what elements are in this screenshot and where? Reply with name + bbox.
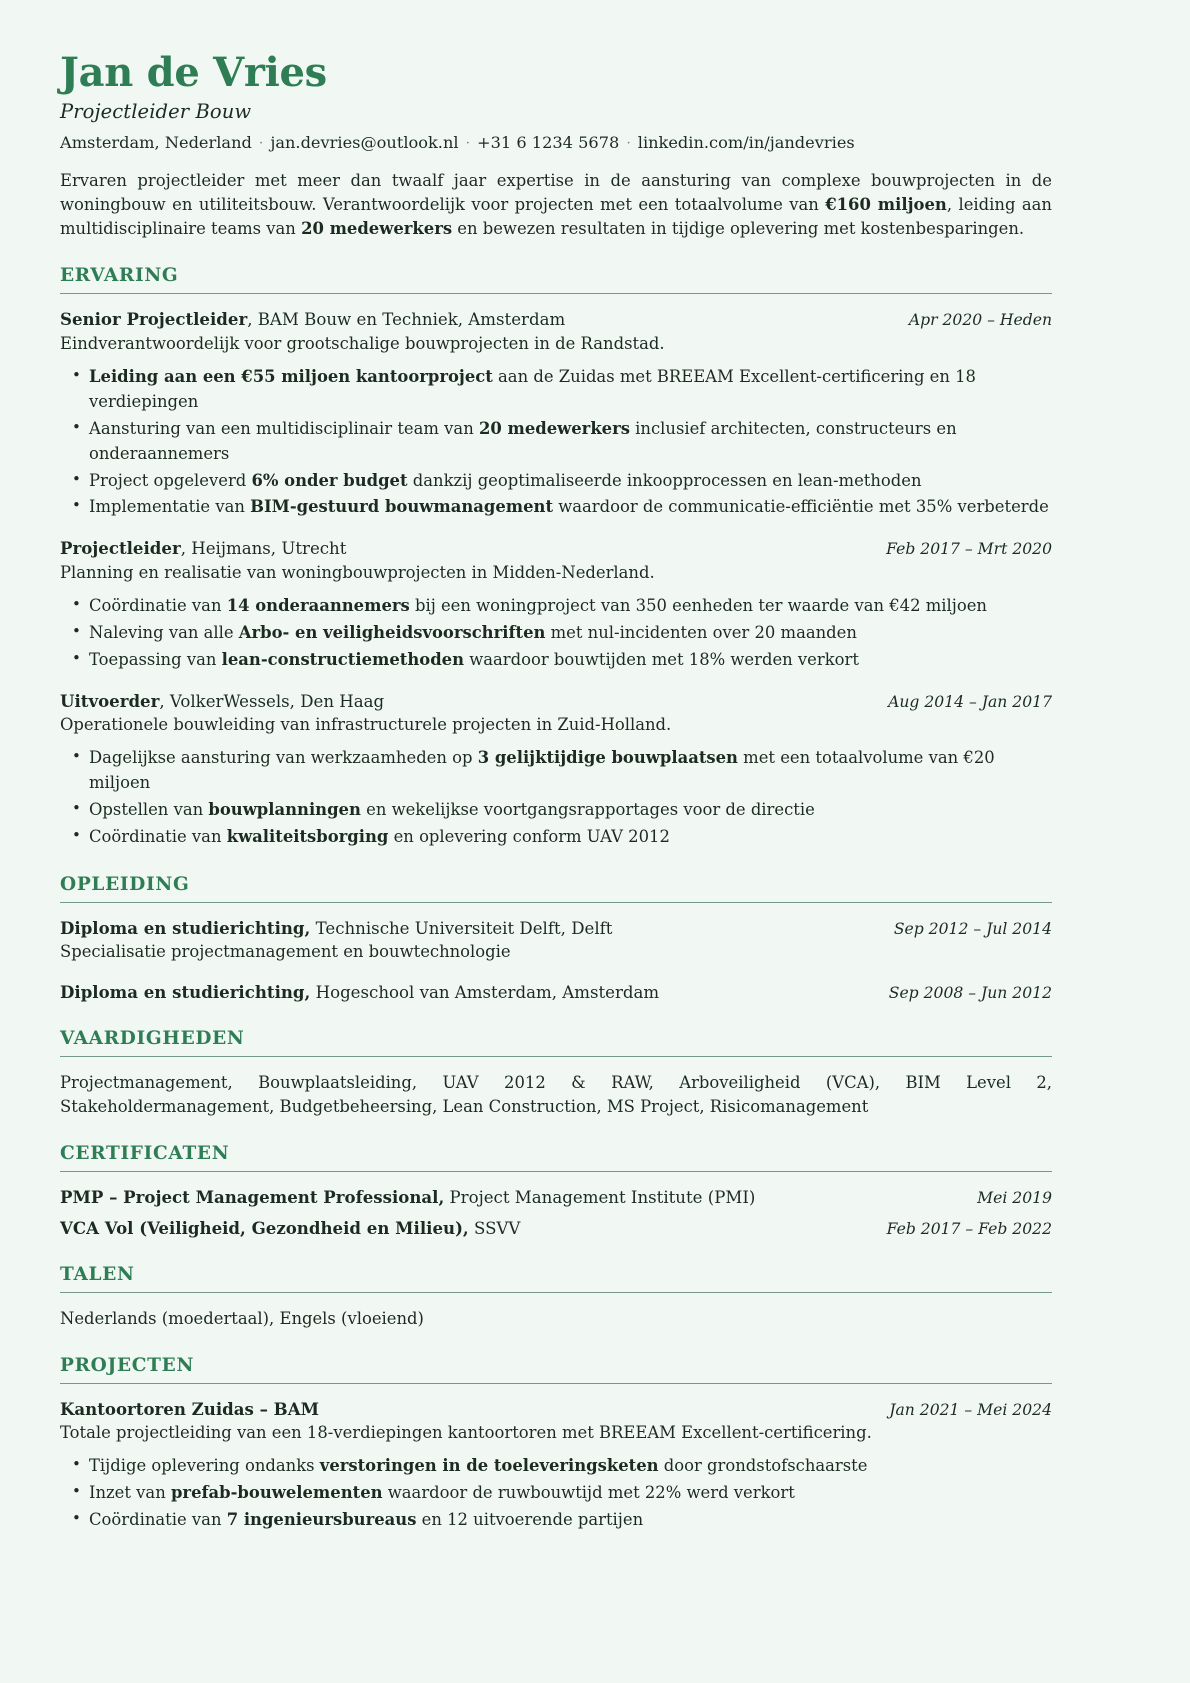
section-skills <box>60 1028 1052 1119</box>
body-text: Tijdige oplevering ondanks <box>89 1456 320 1476</box>
entry-subtitle: Totale projectleiding van een 18-verdiepingen kantoortoren met BREEAM Excellent-certificering. <box>60 1423 872 1443</box>
bullet-item <box>60 417 1052 467</box>
entry-header <box>60 1217 1052 1240</box>
body-text: Naleving van alle <box>89 622 239 642</box>
experience-entry <box>60 690 1052 850</box>
body-text: Coördinatie van <box>89 1510 227 1530</box>
entry-subtitle: Specialisatie projectmanagement en bouwtechnologie <box>60 942 511 962</box>
certificate-entry <box>60 1217 1052 1240</box>
bullet-item <box>60 825 1052 850</box>
certificate-title-line <box>60 1217 869 1240</box>
certificate-name: VCA Vol (Veiligheid, Gezondheid en Milieu), <box>60 1217 469 1238</box>
section-divider <box>60 1292 1052 1293</box>
emphasis-text: bouwplanningen <box>208 799 361 819</box>
body-text: Coördinatie van <box>89 826 227 846</box>
emphasis-text: Leiding aan een €55 miljoen kantoorproject <box>89 366 493 386</box>
bullet-item <box>60 594 1052 619</box>
professional-summary <box>60 169 1052 241</box>
education-institution: Technische Universiteit Delft, Delft <box>310 918 613 938</box>
body-text: Coördinatie van <box>89 595 227 615</box>
job-title-line <box>60 537 868 560</box>
languages-list: Nederlands (moedertaal), Engels (vloeiend) <box>60 1309 424 1329</box>
bullet-list <box>60 365 1052 521</box>
certificate-name: PMP – Project Management Professional, <box>60 1187 445 1208</box>
skills-list: Projectmanagement, Bouwplaatsleiding, UAV 2012 & RAW, Arboveiligheid (VCA), BIM Level 2, Stakeholdermanagement, Budgetbeheersing, Lean Construction, MS Project, Risicomanagement <box>60 1073 1052 1117</box>
section-title-languages: TALEN <box>60 1264 135 1286</box>
body-text: met nul-incidenten over 20 maanden <box>545 622 857 642</box>
section-languages <box>60 1264 1052 1331</box>
job-company: , Heijmans, Utrecht <box>180 539 347 559</box>
body-text: aan de Zuidas met BREEAM Excellent-certificering en 18 verdiepingen <box>89 366 976 411</box>
body-text: Toepassing van <box>89 649 222 669</box>
emphasis-text: 20 medewerkers <box>478 418 630 438</box>
section-divider <box>60 293 1052 294</box>
body-text: bij een woningproject van 350 eenheden ter waarde van €42 miljoen <box>409 595 987 615</box>
experience-entries <box>60 308 1052 849</box>
entry-date: Feb 2017 – Feb 2022 <box>886 1219 1052 1238</box>
job-role: Uitvoerder <box>60 690 160 711</box>
education-entry <box>60 981 1052 1004</box>
section-certificates <box>60 1143 1052 1240</box>
certificate-entry <box>60 1186 1052 1209</box>
certificate-issuer: SSVV <box>468 1218 521 1238</box>
entry-header <box>60 537 1052 560</box>
contact-separator: · <box>626 136 631 151</box>
emphasis-text: 20 medewerkers <box>301 219 453 239</box>
bullet-list <box>60 746 1052 850</box>
body-text: dankzij geoptimaliseerde inkoopprocessen en lean-methoden <box>407 470 922 490</box>
body-text: en wekelijkse voortgangsrapportages voor de directie <box>360 799 815 819</box>
section-title-education: OPLEIDING <box>60 873 190 895</box>
job-role: Senior Projectleider <box>60 309 248 330</box>
body-text: inclusief architecten, constructeurs en onderaannemers <box>89 418 957 463</box>
entry-header <box>60 917 1052 940</box>
emphasis-text: 14 onderaannemers <box>226 595 410 615</box>
bullet-item <box>60 495 1052 520</box>
section-divider <box>60 1383 1052 1384</box>
bullet-item <box>60 621 1052 646</box>
body-text: Aansturing van een multidisciplinair team van <box>89 418 479 438</box>
body-text: Opstellen van <box>89 799 209 819</box>
body-text: Implementatie van <box>89 497 251 517</box>
body-text: waardoor de communicatie-efficiëntie met 35% verbeterde <box>553 497 1049 517</box>
education-degree: Diploma en studierichting, <box>60 917 311 938</box>
contact-separator: · <box>259 136 264 151</box>
section-title-skills: VAARDIGHEDEN <box>60 1028 245 1050</box>
entry-date: Aug 2014 – Jan 2017 <box>888 692 1052 711</box>
contact-line <box>60 132 1052 153</box>
section-title-projects: PROJECTEN <box>60 1355 195 1377</box>
project-title-line <box>60 1398 871 1421</box>
section-education <box>60 874 1052 1005</box>
entry-header <box>60 1186 1052 1209</box>
education-title-line <box>60 917 876 940</box>
emphasis-text: 7 ingenieursbureaus <box>226 1510 417 1530</box>
section-experience <box>60 265 1052 849</box>
body-text: en oplevering conform UAV 2012 <box>388 826 670 846</box>
entry-subtitle: Operationele bouwleiding van infrastructurele projecten in Zuid-Holland. <box>60 714 672 734</box>
education-entry <box>60 917 1052 964</box>
body-text: met een totaalvolume van €20 miljoen <box>89 747 995 792</box>
entry-header <box>60 981 1052 1004</box>
entry-date: Mei 2019 <box>977 1189 1052 1208</box>
job-company: , BAM Bouw en Techniek, Amsterdam <box>247 310 566 330</box>
bullet-item <box>60 365 1052 415</box>
bullet-item <box>60 746 1052 796</box>
project-entries <box>60 1398 1052 1533</box>
job-company: , VolkerWessels, Den Haag <box>159 691 385 711</box>
bullet-list <box>60 1454 1052 1533</box>
entry-date: Apr 2020 – Heden <box>908 311 1052 330</box>
body-text: Inzet van <box>89 1483 171 1503</box>
bullet-item <box>60 1481 1052 1506</box>
certificate-title-line <box>60 1186 959 1209</box>
candidate-name: Jan de Vries <box>60 49 327 96</box>
body-text: en 12 uitvoerende partijen <box>416 1510 644 1530</box>
emphasis-text: BIM-gestuurd bouwmanagement <box>250 497 554 517</box>
education-title-line <box>60 981 871 1004</box>
education-degree: Diploma en studierichting, <box>60 982 311 1003</box>
body-text: Ervaren projectleider met meer dan twaalf jaar expertise in de aansturing van complexe bouwprojecten in de woningbouw en utiliteitsbouw. Verantwoordelijk voor projecten met een totaalvolume van <box>60 171 1052 215</box>
section-title-experience: ERVARING <box>60 265 179 287</box>
project-entry <box>60 1398 1052 1533</box>
section-divider <box>60 1171 1052 1172</box>
bullet-list <box>60 594 1052 673</box>
education-entries <box>60 917 1052 1005</box>
contact-location: Amsterdam, Nederland <box>60 133 252 152</box>
experience-entry <box>60 308 1052 520</box>
certificate-entries <box>60 1186 1052 1240</box>
emphasis-text: lean-constructiemethoden <box>221 649 465 669</box>
body-text: Dagelijkse aansturing van werkzaamheden op <box>89 747 478 767</box>
bullet-item <box>60 469 1052 494</box>
body-text: , leiding aan multidisciplinaire teams van <box>60 195 1052 239</box>
emphasis-text: €160 miljoen <box>825 195 947 215</box>
bullet-item <box>60 1508 1052 1533</box>
entry-header <box>60 308 1052 331</box>
project-name: Kantoortoren Zuidas – BAM <box>60 1399 319 1420</box>
body-text: waardoor de ruwbouwtijd met 22% werd verkort <box>382 1483 795 1503</box>
body-text: Project opgeleverd <box>89 470 252 490</box>
job-title-line <box>60 308 891 331</box>
contact-phone[interactable]: +31 6 1234 5678 <box>477 133 620 152</box>
emphasis-text: Arbo- en veiligheidsvoorschriften <box>238 622 546 642</box>
section-divider <box>60 1056 1052 1057</box>
section-divider <box>60 902 1052 903</box>
body-text: waardoor bouwtijden met 18% werden verkort <box>464 649 859 669</box>
contact-separator: · <box>465 136 470 151</box>
entry-header <box>60 1398 1052 1421</box>
body-text: door grondstofschaarste <box>658 1456 868 1476</box>
entry-subtitle: Eindverantwoordelijk voor grootschalige bouwprojecten in de Randstad. <box>60 333 665 353</box>
entry-date: Jan 2021 – Mei 2024 <box>889 1401 1052 1420</box>
emphasis-text: kwaliteitsborging <box>226 826 389 846</box>
body-text: en bewezen resultaten in tijdige oplevering met kostenbesparingen. <box>452 219 1025 239</box>
candidate-headline: Projectleider Bouw <box>60 100 252 123</box>
emphasis-text: prefab-bouwelementen <box>170 1483 383 1503</box>
emphasis-text: 6% onder budget <box>251 470 408 490</box>
emphasis-text: 3 gelijktijdige bouwplaatsen <box>477 747 738 767</box>
entry-date: Sep 2008 – Jun 2012 <box>888 984 1052 1003</box>
entry-date: Feb 2017 – Mrt 2020 <box>886 540 1052 559</box>
experience-entry <box>60 537 1052 672</box>
job-role: Projectleider <box>60 538 181 559</box>
entry-header <box>60 690 1052 713</box>
bullet-item <box>60 1454 1052 1479</box>
certificate-issuer: Project Management Institute (PMI) <box>444 1188 756 1208</box>
contact-email[interactable]: jan.devries@outlook.nl <box>270 133 459 152</box>
bullet-item <box>60 648 1052 673</box>
job-title-line <box>60 690 870 713</box>
emphasis-text: verstoringen in de toeleveringsketen <box>319 1456 659 1476</box>
entry-date: Sep 2012 – Jul 2014 <box>893 919 1052 938</box>
section-projects <box>60 1355 1052 1533</box>
bullet-item <box>60 798 1052 823</box>
education-institution: Hogeschool van Amsterdam, Amsterdam <box>310 983 660 1003</box>
resume-header <box>60 49 1052 241</box>
section-title-certificates: CERTIFICATEN <box>60 1143 230 1165</box>
contact-linkedin[interactable]: linkedin.com/in/jandevries <box>637 133 855 152</box>
entry-subtitle: Planning en realisatie van woningbouwprojecten in Midden-Nederland. <box>60 562 655 582</box>
